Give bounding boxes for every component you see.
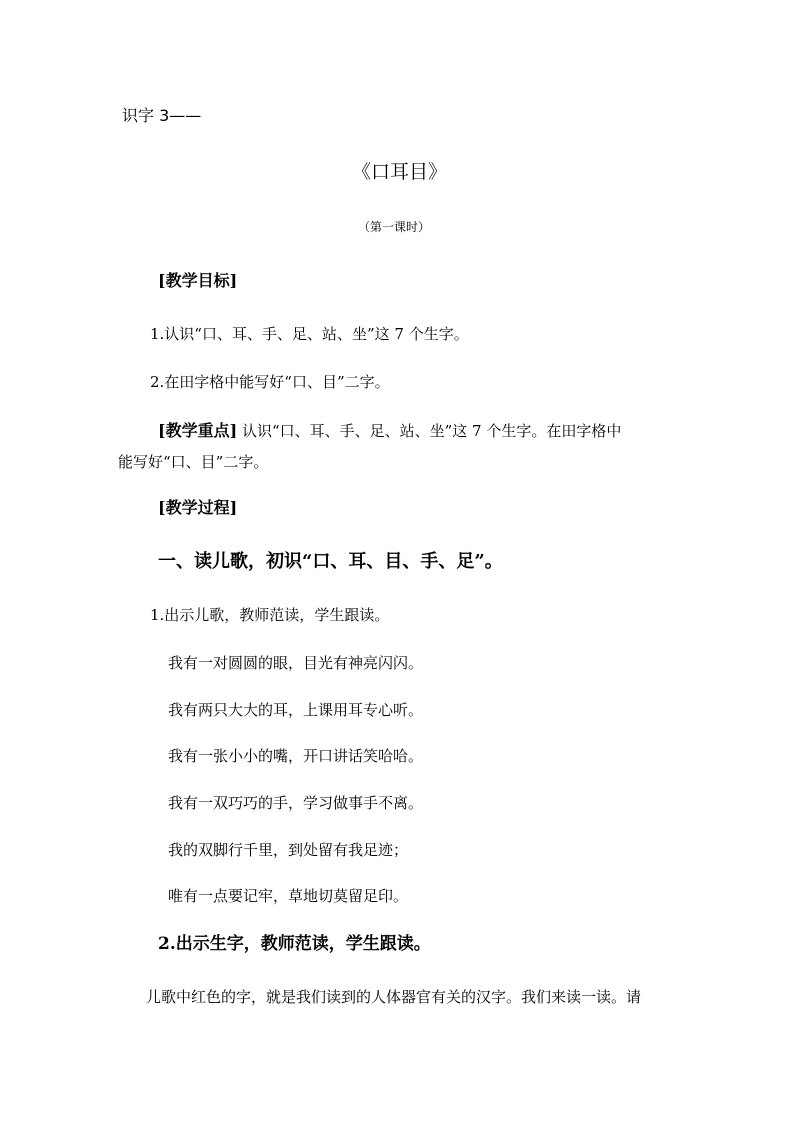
key-points-paragraph <box>158 423 621 439</box>
poem-line: 我的双脚行千里，到处留有我足迹； <box>168 841 409 859</box>
step-two: 2.出示生字，教师范读，学生跟读。 <box>158 934 431 954</box>
lesson-title: 《口耳目》 <box>352 161 448 183</box>
body-paragraph: 儿歌中红色的字，就是我们读到的人体器官有关的汉字。我们来读一读。请 <box>146 988 642 1006</box>
lesson-header: 识字 3—— <box>122 106 202 125</box>
lesson-subtitle: （第一课时） <box>358 220 431 234</box>
poem-line: 我有一张小小的嘴，开口讲话笑哈哈。 <box>168 747 424 765</box>
step-one: 1.出示儿歌，教师范读，学生跟读。 <box>150 606 390 624</box>
process-heading: [教学过程] <box>158 498 238 517</box>
poem-line: 我有一对圆圆的眼，目光有神亮闪闪。 <box>168 654 424 672</box>
key-points-label: [教学重点] <box>158 421 238 440</box>
objective-item: 1.认识“口、耳、手、足、站、坐”这 7 个生字。 <box>150 325 469 343</box>
section-title: 一、读儿歌，初识“口、耳、目、手、足”。 <box>158 551 503 572</box>
poem-line: 我有两只大大的耳，上课用耳专心听。 <box>168 701 424 719</box>
objectives-heading: [教学目标] <box>158 271 238 290</box>
poem-line: 我有一双巧巧的手，学习做事手不离。 <box>168 794 424 812</box>
key-points-text-continued: 能写好“口、目”二字。 <box>118 453 269 471</box>
objective-item: 2.在田字格中能写好“口、目”二字。 <box>150 373 390 391</box>
poem-line: 唯有一点要记牢，草地切莫留足印。 <box>168 887 409 905</box>
key-points-text: 认识“口、耳、手、足、站、坐”这 7 个生字。在田字格中 <box>241 422 622 440</box>
